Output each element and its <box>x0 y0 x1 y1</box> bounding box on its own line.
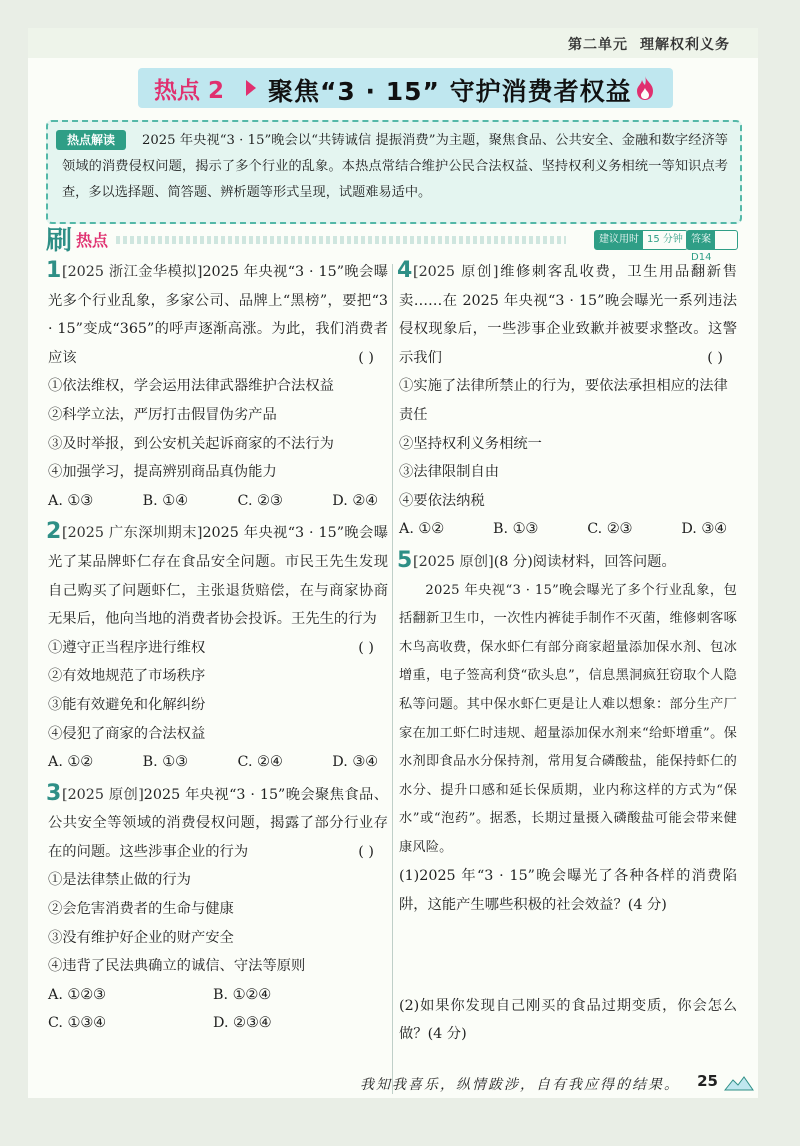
question-number: 4 <box>397 258 413 283</box>
answer-blank[interactable]: ( ) <box>358 639 374 656</box>
choice-row <box>399 515 737 544</box>
choice-d[interactable]: D. ②④ <box>332 492 378 509</box>
question-stem <box>399 258 737 372</box>
question-text: 2025 年央视“3 · 15”晚会聚焦食品、公共安全等领域的消费侵权问题，揭露了部分行业存在的问题。这些涉事企业的行为 <box>48 786 388 860</box>
sub-question-2: (2)如果你发现自己刚买的食品过期变质，你会怎么做？(4 分) <box>399 997 737 1043</box>
right-column <box>399 258 737 1125</box>
option-item: ②会危害消费者的生命与健康 <box>48 901 234 918</box>
section-shua: 刷 <box>46 226 73 256</box>
option-item: ④要依法纳税 <box>399 492 485 509</box>
answer-ref-badge <box>686 230 738 263</box>
question-1 <box>48 258 388 515</box>
question-text: 维修刺客乱收费，卫生用品翻新售卖……在 2025 年央视“3 · 15”晚会曝光一系列违法侵权现象后，一些涉事企业致歉并被要求整改。这警示我们 <box>399 264 738 366</box>
question-number: 1 <box>46 258 62 283</box>
choice-b[interactable]: B. ①③ <box>142 754 188 771</box>
choice-a[interactable]: A. ①②③ <box>48 986 106 1003</box>
choice-b[interactable]: B. ①③ <box>493 521 539 538</box>
topic-title: 聚焦“3 · 15” 守护消费者权益 <box>268 77 632 106</box>
question-stem <box>48 781 388 867</box>
section-header <box>46 224 738 263</box>
option-item: ①实施了法律所禁止的行为，要依法承担相应的法律责任 <box>399 378 728 423</box>
section-stripe <box>116 236 566 244</box>
answer-value: D14 <box>691 252 712 263</box>
time-key: 建议用时 <box>595 231 643 249</box>
choice-c[interactable]: C. ②③ <box>587 521 633 538</box>
question-text: (8 分)阅读材料，回答问题。 <box>493 553 676 570</box>
question-source: [2025 广东深圳期末] <box>62 525 203 542</box>
section-label: 热点 <box>76 231 109 250</box>
play-arrow-icon <box>246 80 256 96</box>
mountain-icon <box>724 1072 754 1092</box>
answer-key: 答案 <box>687 231 715 249</box>
flame-icon <box>631 74 659 102</box>
question-stem <box>48 258 388 372</box>
time-value: 15 分钟 <box>647 234 683 245</box>
intro-text: 2025 年央视“3 · 15”晚会以“共铸诚信 提振消费”为主题，聚焦食品、公共安全、金融和数字经济等领域的消费侵权问题，揭示了多个行业的乱象。本热点常结合维护公民合法权益、坚持权利义务相统一等知识点考查，多以选择题、简答题、辨析题等形式呈现，试题难易适中。 <box>62 133 728 200</box>
column-divider <box>392 264 393 1094</box>
choice-d[interactable]: D. ②③④ <box>213 1015 272 1032</box>
worksheet-page <box>28 28 758 1098</box>
reading-material: 2025 年央视“3 · 15”晚会曝光了多个行业乱象，包括翻新卫生巾，一次性内裤徒手制作不灭菌，维修刺客啄木鸟高收费，保水虾仁有部分商家超量添加保水剂、包冰增重，电子签高利贷“砍头息”，信息黑洞疯狂窃取个人隐私等问题。其中保水虾仁更是让人难以想象：部分生产厂家在加工虾仁时违规、超量添加保水剂来“给虾增重”。保水剂即食品水分保持剂，常用复合磷酸盐，能保持虾仁的水分、提升口感和延长保质期，业内称这样的方式为“保水”或“泡药”。据悉，长期过量摄入磷酸盐可能会带来健康风险。 <box>399 582 737 855</box>
answer-blank[interactable]: ( ) <box>358 843 374 860</box>
intro-badge: 热点解读 <box>56 130 126 150</box>
answer-blank[interactable]: ( ) <box>358 349 374 366</box>
option-item: ①遵守正当程序进行维权 <box>48 639 206 656</box>
suggested-time-badge <box>594 230 688 250</box>
choice-row <box>48 748 388 777</box>
unit-label: 第二单元 <box>568 37 628 53</box>
page-footer <box>28 1068 758 1098</box>
question-number: 5 <box>397 547 413 573</box>
option-item: ①是法律禁止做的行为 <box>48 872 191 889</box>
option-item: ①依法维权，学会运用法律武器维护合法权益 <box>48 378 334 395</box>
choice-d[interactable]: D. ③④ <box>681 521 727 538</box>
choice-a[interactable]: A. ①② <box>399 521 445 538</box>
question-5 <box>399 548 737 1121</box>
footer-motto: 我知我喜乐，纵情跋涉，自有我应得的结果。 <box>360 1077 680 1093</box>
question-source: [2025 浙江金华模拟] <box>62 264 203 280</box>
answer-blank[interactable]: ( ) <box>707 349 723 366</box>
option-item: ②科学立法，严厉打击假冒伪劣产品 <box>48 406 277 423</box>
unit-name: 理解权利义务 <box>640 37 730 53</box>
question-4 <box>399 258 737 544</box>
choice-row <box>48 981 388 1038</box>
unit-title <box>568 34 730 54</box>
option-item: ③没有维护好企业的财产安全 <box>48 929 234 946</box>
choice-d[interactable]: D. ③④ <box>332 754 378 771</box>
choice-c[interactable]: C. ①③④ <box>48 1015 106 1032</box>
hot-topic-intro <box>46 120 742 224</box>
left-column <box>48 258 388 1042</box>
option-item: ③及时举报，到公安机关起诉商家的不法行为 <box>48 435 334 452</box>
choice-a[interactable]: A. ①③ <box>48 492 94 509</box>
page-number: 25 <box>697 1072 718 1090</box>
question-text: 2025 年央视“3 · 15”晚会曝光了某品牌虾仁存在食品安全问题。市民王先生发现自己购买了问题虾仁，主张退货赔偿，在与商家协商无果后，他向当地的消费者协会投诉。王先生的行为 <box>48 525 388 628</box>
question-source: [2025 原创] <box>62 786 144 803</box>
question-number: 3 <box>46 780 62 806</box>
choice-c[interactable]: C. ②④ <box>237 754 283 771</box>
question-source: [2025 原创] <box>413 553 494 570</box>
question-stem <box>399 548 737 577</box>
header-band <box>28 28 758 58</box>
question-2 <box>48 519 388 776</box>
question-text: 2025 年央视“3 · 15”晚会曝光多个行业乱象，多家公司、品牌上“黑榜”，要把“3 · 15”变成“365”的呼声逐渐高涨。为此，我们消费者应该 <box>48 264 388 366</box>
option-item: ③法律限制自由 <box>399 464 500 481</box>
choice-b[interactable]: B. ①②④ <box>213 986 272 1003</box>
option-item: ④违背了民法典确立的诚信、守法等原则 <box>48 958 306 975</box>
topic-banner <box>138 68 673 108</box>
choice-c[interactable]: C. ②③ <box>237 492 283 509</box>
question-number: 2 <box>46 519 62 545</box>
choice-b[interactable]: B. ①④ <box>142 492 188 509</box>
option-item: ③能有效避免和化解纠纷 <box>48 696 206 713</box>
question-3 <box>48 781 388 1038</box>
choice-row <box>48 487 388 516</box>
option-item: ②坚持权利义务相统一 <box>399 435 542 452</box>
question-source: [2025 原创] <box>413 264 499 280</box>
option-item: ④侵犯了商家的合法权益 <box>48 725 206 742</box>
option-item: ④加强学习，提高辨别商品真伪能力 <box>48 464 277 481</box>
sub-question-1: (1)2025 年“3 · 15”晚会曝光了各种各样的消费陷阱，这能产生哪些积极的社会效益？(4 分) <box>399 868 737 914</box>
answer-area-1[interactable] <box>399 920 737 992</box>
choice-a[interactable]: A. ①② <box>48 754 94 771</box>
option-item: ②有效地规范了市场秩序 <box>48 668 206 685</box>
topic-tag: 热点 2 <box>154 78 225 104</box>
